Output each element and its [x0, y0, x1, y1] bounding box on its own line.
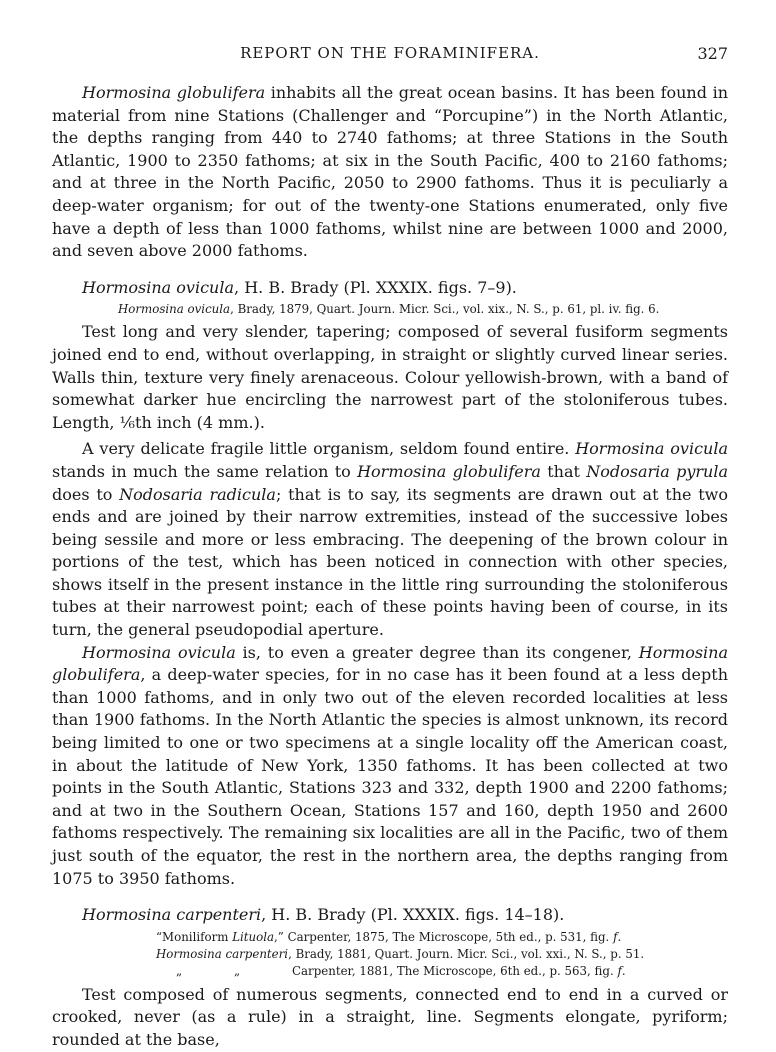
synonymy-line: “Moniliform Lituola,” Carpenter, 1875, The Microscope, 5th ed., p. 531, fig. f.: [156, 929, 622, 944]
paragraph-globulifera-distribution: Hormosina globulifera inhabits all the great ocean basins. It has been found in material from nine Stations (Challenger and “Porcupine”) in the North Atlantic, the depths ranging from 440 to 2740 fathoms; at three Stations in the South Atlantic, 1900 to 2350 fathoms; at six in the South Pacific, 400 to 2160 fathoms; and at three in the North Pacific, 2050 to 2900 fathoms. Thus it is peculiarly a deep-water organism; for out of the twenty-one Stations enumerated, only five have a depth of less than 1000 fathoms, whilst nine are between 1000 and 2000, and seven above 2000 fathoms.: [52, 83, 728, 261]
paragraph-ovicula-distribution: Hormosina ovicula is, to even a greater degree than its congener, Hormosina globulifera, a deep-water species, for in no case has it been found at a less depth than 1000 fathoms, and in only two out of the eleven recorded localities at less than 1900 fathoms. In the North Atlantic the species is almost unknown, its record being limited to one or two specimens at a single locality off the American coast, in about the latitude of New York, 1350 fathoms. It has been collected at two points in the South Atlantic, Stations 323 and 332, depth 1900 and 2200 fathoms; and at two in the Southern Ocean, Stations 157 and 160, depth 1950 and 2600 fathoms respectively. The remaining six localities are all in the Pacific, two of them just south of the equator, the rest in the northern area, the depths ranging from 1075 to 3950 fathoms.: [52, 642, 728, 888]
running-head: [52, 44, 728, 66]
species-heading-ovicula: Hormosina ovicula, H. B. Brady (Pl. XXXIX. figs. 7–9).: [82, 277, 517, 297]
text-body: [52, 82, 728, 1052]
synonymy-line: „ „ Carpenter, 1881, The Microscope, 6th ed., p. 563, fig. f.: [176, 963, 626, 978]
paragraph-carpenteri-description: Test composed of numerous segments, connected end to end in a curved or crooked, never (as a rule) in a straight, line. Segments elongate, pyriform; rounded at the base,: [52, 984, 728, 1049]
species-name: Hormosina ovicula: [82, 277, 235, 297]
species-name: Hormosina globulifera: [82, 83, 266, 102]
synonymy-line: Hormosina carpenteri, Brady, 1881, Quart. Journ. Micr. Sci., vol. xxi., N. S., p. 51.: [156, 946, 645, 961]
species-name: Hormosina carpenteri: [82, 905, 262, 925]
running-title: REPORT ON THE FORAMINIFERA.: [240, 44, 540, 62]
species-heading-carpenteri: Hormosina carpenteri, H. B. Brady (Pl. XXXIX. figs. 14–18).: [82, 905, 565, 925]
synonymy-line: Hormosina ovicula, Brady, 1879, Quart. Journ. Micr. Sci., vol. xix., N. S., p. 61, pl. iv. fig. 6.: [118, 302, 660, 317]
page-number: 327: [697, 44, 728, 63]
paragraph-ovicula-description: Test long and very slender, tapering; composed of several fusiform segments joined end to end, without overlapping, in straight or slightly curved linear series. Walls thin, texture very finely arenaceous. Colour yellowish-brown, with a band of somewhat darker hue encircling the narrowest part of the stoloniferous tubes. Length, ⅙th inch (4 mm.).: [52, 322, 728, 432]
ditto-mark: „: [234, 963, 241, 978]
ditto-mark: „: [176, 963, 183, 978]
paragraph-ovicula-remarks: A very delicate fragile little organism, seldom found entire. Hormosina ovicula stands in much the same relation to Hormosina globulifera that Nodosaria pyrula does to Nodosaria radicula; that is to say, its segments are drawn out at the two ends and are joined by their narrow extremities, instead of the successive lobes being sessile and more or less embracing. The deepening of the brown colour in portions of the test, which has been noticed in connection with other species, shows itself in the present instance in the little ring surrounding the stoloniferous tubes at their narrowest point; each of these points having been of course, in its turn, the general pseudopodial aperture.: [52, 439, 728, 640]
